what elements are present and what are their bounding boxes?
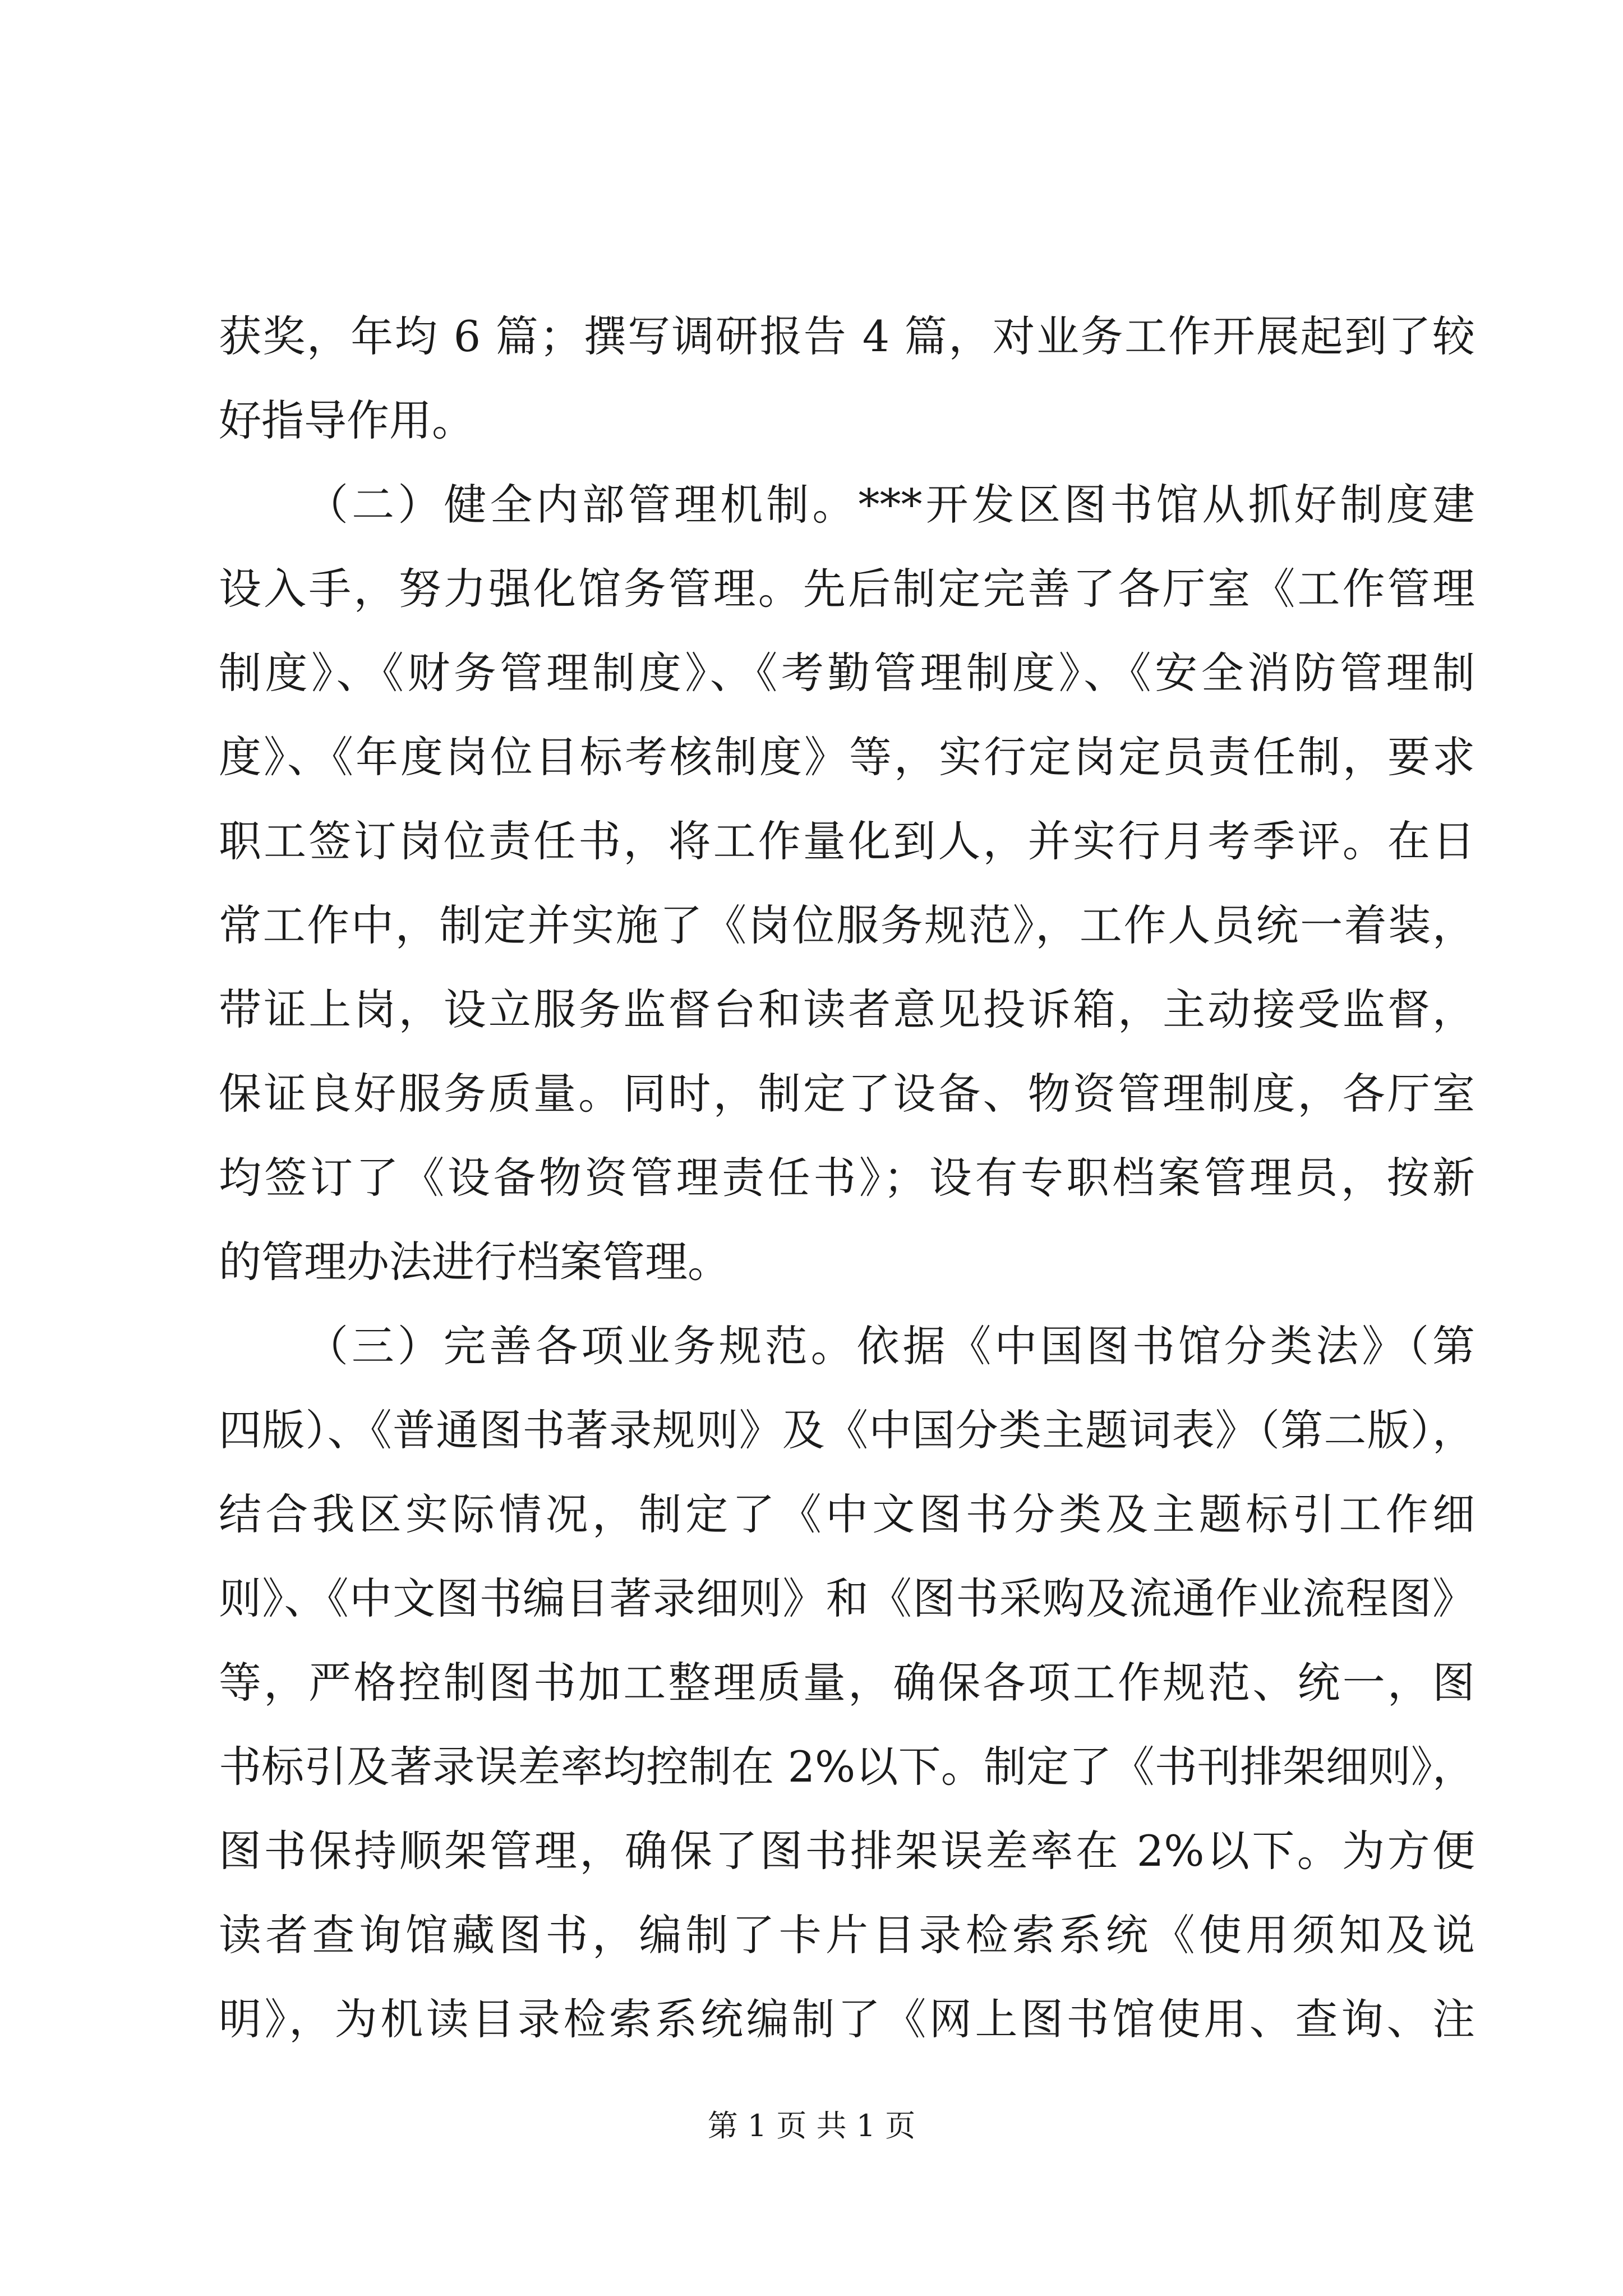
- text-line: 常工作中，制定并实施了《岗位服务规范》，工作人员统一着装，: [219, 900, 1475, 950]
- text-line: 度》、《年度岗位目标考核制度》等，实行定岗定员责任制，要求: [219, 732, 1475, 782]
- text-line: 则》、《中文图书编目著录细则》和《图书采购及流通作业流程图》: [219, 1573, 1475, 1623]
- text-line: 设入手，努力强化馆务管理。先后制定完善了各厅室《工作管理: [219, 564, 1475, 614]
- text-line: 职工签订岗位责任书，将工作量化到人，并实行月考季评。在日: [219, 816, 1475, 866]
- text-line: 结合我区实际情况，制定了《中文图书分类及主题标引工作细: [219, 1489, 1475, 1539]
- text-line: 保证良好服务质量。同时，制定了设备、物资管理制度，各厅室: [219, 1069, 1475, 1119]
- text-line: 的管理办法进行档案管理。: [219, 1237, 730, 1287]
- text-line: 书标引及著录误差率均控制在 2%以下。制定了《书刊排架细则》，: [219, 1742, 1475, 1792]
- text-line: 四版）、《普通图书著录规则》及《中国分类主题词表》（第二版），: [219, 1405, 1475, 1455]
- text-line: 读者查询馆藏图书，编制了卡片目录检索系统《使用须知及说: [219, 1910, 1475, 1960]
- text-line: 明》，为机读目录检索系统编制了《网上图书馆使用、查询、注: [219, 1994, 1475, 2044]
- text-line: 好指导作用。: [219, 395, 474, 445]
- page-footer: 第 1 页 共 1 页: [707, 2108, 916, 2143]
- text-line: 图书保持顺架管理，确保了图书排架误差率在 2%以下。为方便: [219, 1826, 1475, 1876]
- text-line: 制度》、《财务管理制度》、《考勤管理制度》、《安全消防管理制: [219, 648, 1475, 698]
- text-line: 获奖，年均 6 篇；撰写调研报告 4 篇，对业务工作开展起到了较: [219, 311, 1475, 361]
- paragraph-heading-line: （三）完善各项业务规范。依据《中国图书馆分类法》（第: [306, 1321, 1475, 1371]
- text-line: 带证上岗，设立服务监督台和读者意见投诉箱，主动接受监督，: [219, 984, 1475, 1034]
- paragraph-heading-line: （二）健全内部管理机制。***开发区图书馆从抓好制度建: [306, 480, 1475, 530]
- text-line: 均签订了《设备物资管理责任书》；设有专职档案管理员，按新: [219, 1153, 1475, 1203]
- text-line: 等，严格控制图书加工整理质量，确保各项工作规范、统一，图: [219, 1658, 1475, 1708]
